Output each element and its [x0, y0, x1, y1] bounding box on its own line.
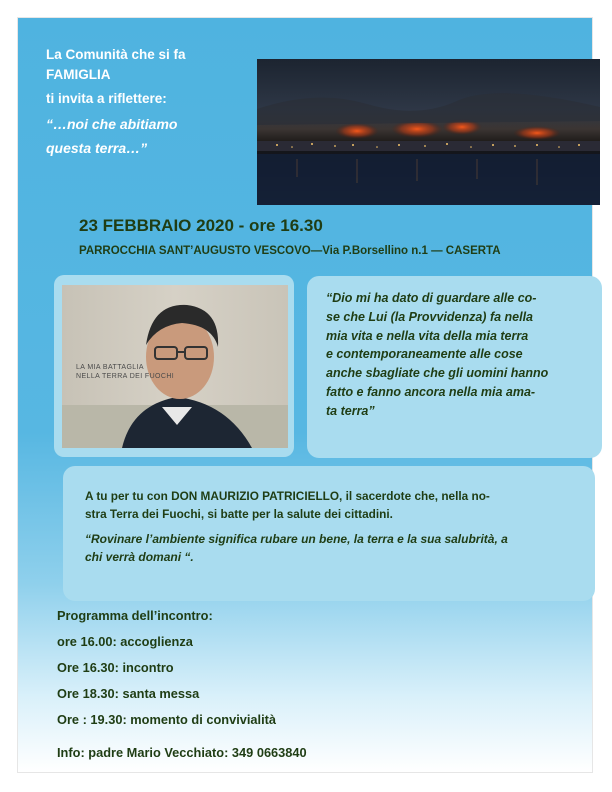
quote-line: “Dio mi ha dato di guardare alle co-: [326, 291, 537, 305]
quote-text: [326, 289, 588, 420]
city-fire-image: [257, 59, 600, 205]
quote-line: se che Lui (la Provvidenza) fa nella: [326, 309, 534, 324]
don-quote-line-1: “Rovinare l’ambiente significa rubare un bene, la terra e la sua salubrità, a: [85, 532, 508, 546]
don-line-1: A tu per tu con DON MAURIZIO PATRICIELLO, il sacerdote che, nella no-: [85, 489, 490, 503]
don-panel: [63, 466, 595, 601]
event-date: 23 FEBBRAIO 2020 - ore 16.30: [79, 216, 323, 235]
don-quote: [85, 530, 573, 566]
intro-line-2: FAMIGLIA: [46, 66, 111, 82]
priest-portrait: [62, 285, 288, 448]
portrait-panel: [54, 275, 294, 457]
don-description: [85, 488, 573, 523]
intro-line-3: ti invita a riflettere:: [46, 91, 167, 107]
intro-block: [46, 45, 186, 158]
portrait-caption-line-2: NELLA TERRA DEI FUOCHI: [76, 373, 175, 381]
quote-line: mia vita e nella vita della mia terra: [326, 328, 529, 343]
event-venue: PARROCCHIA SANT’AUGUSTO VESCOVO—Via P.Borsellino n.1 — CASERTA: [79, 245, 501, 257]
intro-line-1: La Comunità che si fa: [46, 47, 186, 62]
program-item: Ore : 19.30: momento di convivialità: [57, 712, 277, 727]
program-item: Ore 16.30: incontro: [57, 660, 174, 675]
program-item: Ore 18.30: santa messa: [57, 686, 200, 701]
program-title: Programma dell’incontro:: [57, 608, 213, 623]
portrait-caption: [76, 363, 174, 381]
quote-line: fatto e fanno ancora nella mia ama-: [326, 384, 536, 399]
don-line-2: stra Terra dei Fuochi, si batte per la salute dei cittadini.: [85, 506, 393, 521]
intro-quote-2: questa terra…”: [46, 139, 148, 156]
don-quote-line-2: chi verrà domani “.: [85, 550, 194, 564]
quote-line: anche sbagliate che gli uomini hanno: [326, 366, 549, 380]
quote-line: e contemporaneamente alle cose: [326, 347, 523, 362]
contact-info: Info: padre Mario Vecchiato: 349 0663840: [57, 745, 307, 760]
quote-line: ta terra”: [326, 403, 375, 418]
portrait-caption-line-1: LA MIA BATTAGLIA: [76, 364, 144, 371]
intro-quote-1: “…noi che abitiamo: [46, 115, 178, 132]
quote-panel: [307, 276, 602, 458]
city-fire-photo: [257, 59, 600, 205]
flyer-page: [18, 18, 592, 772]
program-item: ore 16.00: accoglienza: [57, 634, 193, 649]
